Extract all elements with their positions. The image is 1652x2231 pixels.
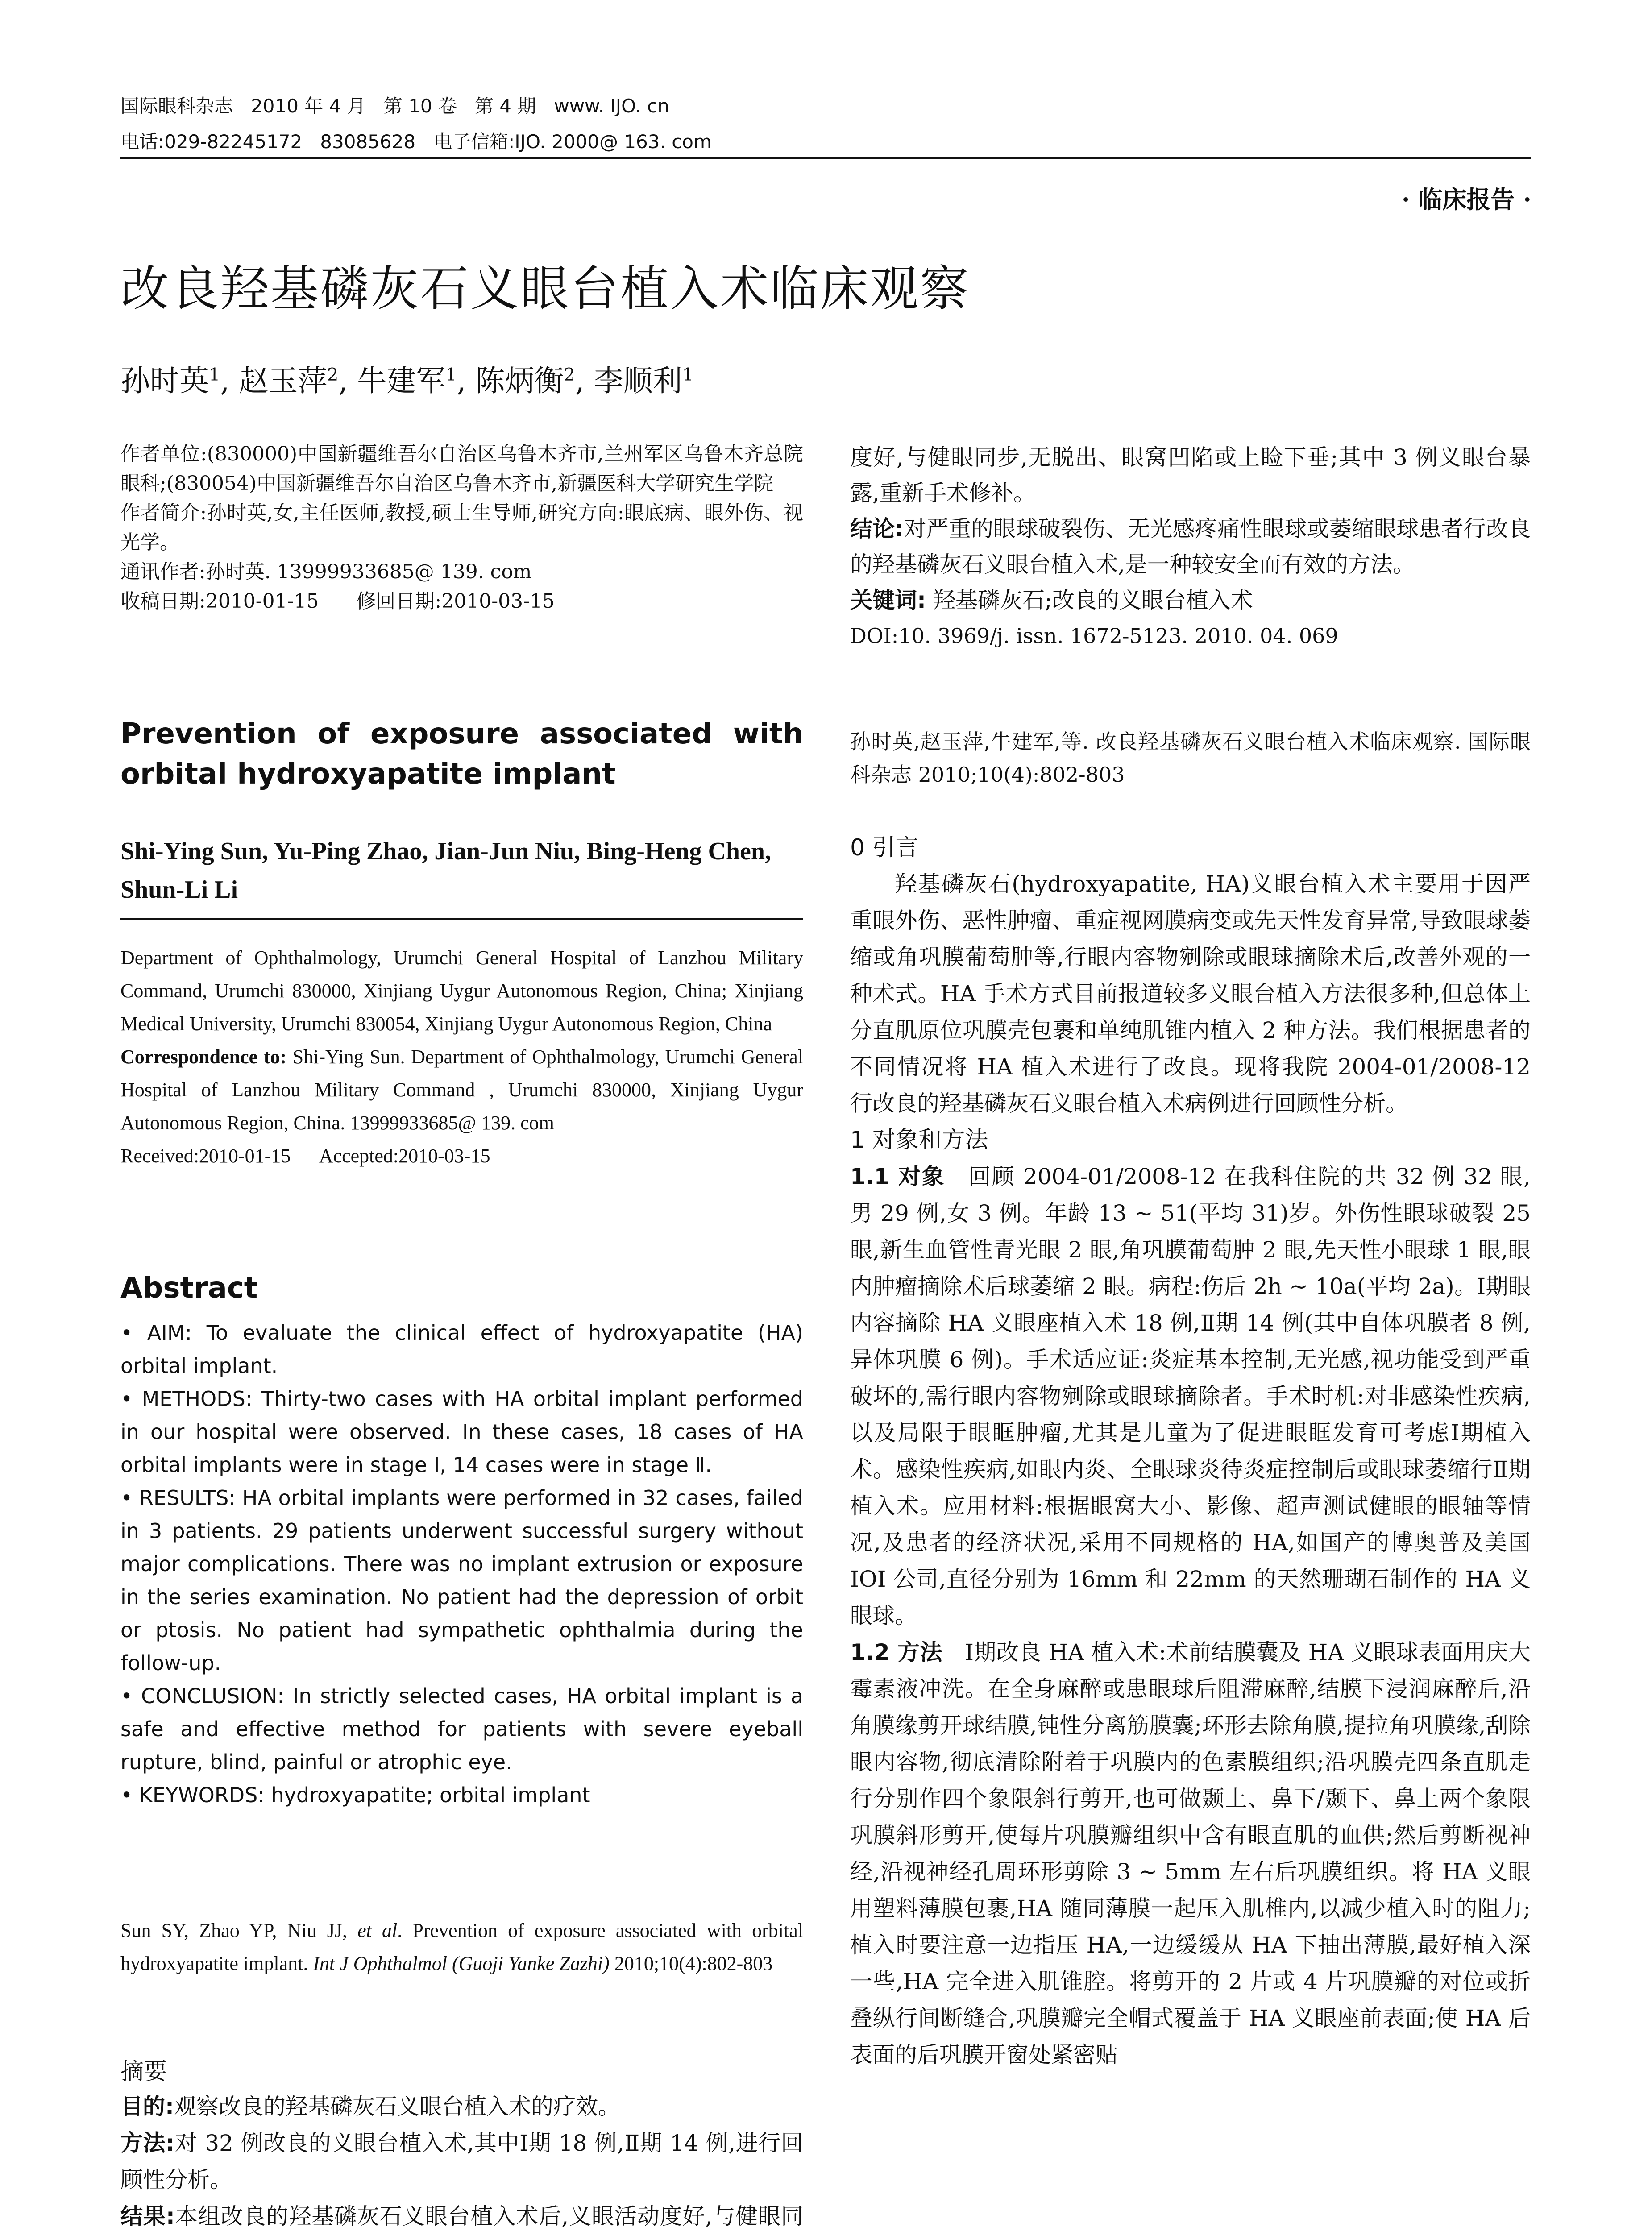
author-cn-4: 陈炳衡 <box>475 364 564 398</box>
header-rule <box>120 157 1531 159</box>
english-citation <box>120 1914 803 1980</box>
abstract-keywords: • KEYWORDS: hydroxyapatite; orbital implant <box>120 1783 590 1807</box>
citation-volume: 2010;10(4):802-803 <box>609 1953 773 1974</box>
method-text: 对 32 例改良的义眼台植入术,其中Ⅰ期 18 例,Ⅱ期 14 例,进行回顾性分析。 <box>120 2130 803 2193</box>
author-dates: 收稿日期:2010-01-15 修回日期:2010-03-15 <box>120 590 555 613</box>
method-label: 方法: <box>120 2130 175 2156</box>
section-tag: · 临床报告 · <box>1401 185 1532 214</box>
journal-header-line-2: 电话:029-82245172 83085628 电子信箱:IJO. 2000@ 163. com <box>120 131 712 153</box>
english-title: Prevention of exposure associated with orbital hydroxyapatite implant <box>120 717 803 791</box>
result-label: 结果: <box>120 2203 175 2229</box>
abstract-conclusion: • CONCLUSION: In strictly selected cases, HA orbital implant is a safe and effective method for patients with severe eyeball rupture, blind, painful or atrophic eye. <box>120 1684 803 1774</box>
journal-header-line-1: 国际眼科杂志 2010 年 4 月 第 10 卷 第 4 期 www. IJO. cn <box>120 95 669 117</box>
aim-text: 观察改良的羟基磷灰石义眼台植入术的疗效。 <box>174 2094 620 2119</box>
author-cn-3: 牛建军 <box>357 364 446 398</box>
doi: DOI:10. 3969/j. issn. 1672-5123. 2010. 04. 069 <box>850 624 1338 648</box>
english-affiliation: Department of Ophthalmology, Urumchi General Hospital of Lanzhou Military Command, Urumchi 830000, Xinjiang Uygur Autonomous Region, China; Xinjiang Medical University, Urumchi 830054, Xinjiang Uygur Autonomous Region, China <box>120 947 803 1035</box>
abstract-cn-right <box>850 440 1531 654</box>
author-intro: 作者简介:孙时英,女,主任医师,教授,硕士生导师,研究方向:眼底病、眼外伤、视光学。 <box>120 502 803 554</box>
abstract-heading: Abstract <box>120 1272 258 1305</box>
correspondence-text: Shi-Ying Sun. Department of Ophthalmology, Urumchi General Hospital of Lanzhou Military Command , Urumchi 830000, Xinjiang Uygur Autonomous Region, China. 13999933685@ 139. com <box>120 1046 803 1134</box>
author-cn-5-sup: 1 <box>682 365 693 385</box>
section-1-1-text: 回顾 2004-01/2008-12 在我科住院的共 32 例 32 眼,男 29 例,女 3 例。年龄 13 ~ 51(平均 31)岁。外伤性眼球破裂 25 眼,新生血管性青光眼 2 眼,角巩膜葡萄肿 2 眼,先天性小眼球 1 眼,眼内肿瘤摘除术后球萎缩 2 眼。病程:伤后 2h ~ 10a(平均 2a)。Ⅰ期眼内容摘除 HA 义眼座植入术 18 例,Ⅱ期 14 例(其中自体巩膜者 8 例,异体巩膜 6 例)。手术适应证:炎症基本控制,无光感,视功能受到严重破坏的,需行眼内容物剜除或眼球摘除者。手术时机:对非感染性疾病,以及局限于眼眶肿瘤,尤其是儿童为了促进眼眶发育可考虑Ⅰ期植入术。感染性疾病,如眼内炎、全眼球炎待炎症控制后或眼球萎缩行Ⅱ期植入术。应用材料:根据眼窝大小、影像、超声测试健眼的眼轴等情况,及患者的经济状况,采用不同规格的 HA,如国产的博奥普及美国 IOI 公司,直径分别为 16mm 和 22mm 的天然珊瑚石制作的 HA 义眼球。 <box>850 1164 1531 1629</box>
abstract-en <box>120 1316 803 1812</box>
english-dates: Received:2010-01-15 Accepted:2010-03-15 <box>120 1145 490 1167</box>
conclusion-text: 对严重的眼球破裂伤、无光感疼痛性眼球或萎缩眼球患者行改良的羟基磷灰石义眼台植入术,是一种较安全而有效的方法。 <box>850 516 1531 577</box>
conclusion-label: 结论: <box>850 516 904 542</box>
author-cn-1: 孙时英 <box>120 364 209 398</box>
author-cn-2-sup: 2 <box>327 365 339 385</box>
section-1-2-label: 1.2 方法 <box>850 1639 942 1665</box>
author-cn-2: 赵玉萍 <box>239 364 328 398</box>
author-cn-3-sup: 1 <box>445 365 457 385</box>
citation-etal: et al <box>357 1920 398 1941</box>
intro-text: 羟基磷灰石(hydroxyapatite, HA)义眼台植入术主要用于因严重眼外伤、恶性肿瘤、重症视网膜病变或先天性发育异常,导致眼球萎缩或角巩膜葡萄肿等,行眼内容物剜除或眼球摘除术后,改善外观的一种术式。HA 手术方式目前报道较多义眼台植入方法很多种,但总体上分直肌原位巩膜壳包裹和单纯肌锥内植入 2 种方法。我们根据患者的不同情况将 HA 植入术进行了改良。现将我院 2004-01/2008-12 行改良的羟基磷灰石义眼台植入术病例进行回顾性分析。 <box>850 871 1531 1116</box>
abstract-aim: • AIM: To evaluate the clinical effect of hydroxyapatite (HA) orbital implant. <box>120 1321 803 1378</box>
abstract-methods: • METHODS: Thirty-two cases with HA orbital implant performed in our hospital were observed. In these cases, 18 cases of HA orbital implants were in stage Ⅰ, 14 cases were in stage Ⅱ. <box>120 1387 803 1477</box>
result-text: 本组改良的羟基磷灰石义眼台植入术后,义眼活动度好,与健眼同 <box>174 2203 803 2229</box>
author-correspondence: 通讯作者:孙时英. 13999933685@ 139. com <box>120 560 532 583</box>
intro-heading: 0 引言 <box>850 834 919 861</box>
authors-rule <box>120 918 803 920</box>
author-cn-4-sup: 2 <box>564 365 575 385</box>
english-authors: Shi-Ying Sun, Yu-Ping Zhao, Jian-Jun Niu, Bing-Heng Chen, Shun-Li Li <box>120 838 772 904</box>
aim-label: 目的: <box>120 2094 174 2119</box>
chinese-citation: 孙时英,赵玉萍,牛建军,等. 改良羟基磷灰石义眼台植入术临床观察. 国际眼科杂志 2010;10(4):802-803 <box>850 730 1531 787</box>
section-1-1-label: 1.1 对象 <box>850 1164 945 1190</box>
english-affiliation-block <box>120 941 803 1173</box>
author-cn-5: 李顺利 <box>594 364 682 398</box>
abstract-results: • RESULTS: HA orbital implants were performed in 32 cases, failed in 3 patients. 29 patients underwent successful surgery without major complications. There was no implant extrusion or exposure in the series examination. No patient had the depression of orbit or ptosis. No patient had sympathetic ophthalmia during the follow-up. <box>120 1486 803 1675</box>
citation-authors: Sun SY, Zhao YP, Niu JJ, <box>120 1920 358 1941</box>
keywords-label: 关键词: <box>850 587 926 613</box>
author-info-block <box>120 440 803 616</box>
section-1-2-text: Ⅰ期改良 HA 植入术:术前结膜囊及 HA 义眼球表面用庆大霉素液冲洗。在全身麻醉或患眼球后阻滞麻醉,结膜下浸润麻醉后,沿角膜缘剪开球结膜,钝性分离筋膜囊;环形去除角膜,提拉角巩膜缘,刮除眼内容物,彻底清除附着于巩膜内的色素膜组织;沿巩膜壳四条直肌走行分别作四个象限斜行剪开,也可做颞上、鼻下/颞下、鼻上两个象限巩膜斜形剪开,使每片巩膜瓣组织中含有眼直肌的血供;然后剪断视神经,沿视神经孔周环形剪除 3 ~ 5mm 左右后巩膜组织。将 HA 义眼用塑料薄膜包裹,HA 随同薄膜一起压入肌椎内,以减少植入时的阻力;植入时要注意一边指压 HA,一边缓缓从 HA 下抽出薄膜,最好植入深一些,HA 完全进入肌锥腔。将剪开的 2 片或 4 片巩膜瓣的对位或折叠纵行间断缝合,巩膜瓣完全帽式覆盖于 HA 义眼座前表面;使 HA 后表面的后巩膜开窗处紧密贴 <box>850 1639 1531 2068</box>
citation-title: . Prevention of exposure associated with orbital hydroxyapatite implant. <box>120 1920 803 1974</box>
citation-journal: Int J Ophthalmol (Guoji Yanke Zazhi) <box>313 1953 610 1974</box>
methods-heading: 1 对象和方法 <box>850 1127 988 1153</box>
authors-cn: 孙时英$^1$, 赵玉萍$^2$, 牛建军$^1$, 陈炳衡$^2$, 李顺利$^1$ <box>120 364 693 398</box>
abstract-cn-heading: 摘要 <box>120 2058 167 2085</box>
abstract-cn-left <box>120 2088 803 2231</box>
author-unit: 作者单位:(830000)中国新疆维吾尔自治区乌鲁木齐市,兰州军区乌鲁木齐总院眼科;(830054)中国新疆维吾尔自治区乌鲁木齐市,新疆医科大学研究生学院 <box>120 443 803 495</box>
keywords-text: 羟基磷灰石;改良的义眼台植入术 <box>926 587 1253 613</box>
author-cn-1-sup: 1 <box>209 365 220 385</box>
page-title: 改良羟基磷灰石义眼台植入术临床观察 <box>120 261 971 317</box>
correspondence-label: Correspondence to: <box>120 1046 287 1068</box>
body-text <box>850 830 1531 2231</box>
result-continued: 度好,与健眼同步,无脱出、眼窝凹陷或上睑下垂;其中 3 例义眼台暴露,重新手术修补。 <box>850 444 1531 506</box>
